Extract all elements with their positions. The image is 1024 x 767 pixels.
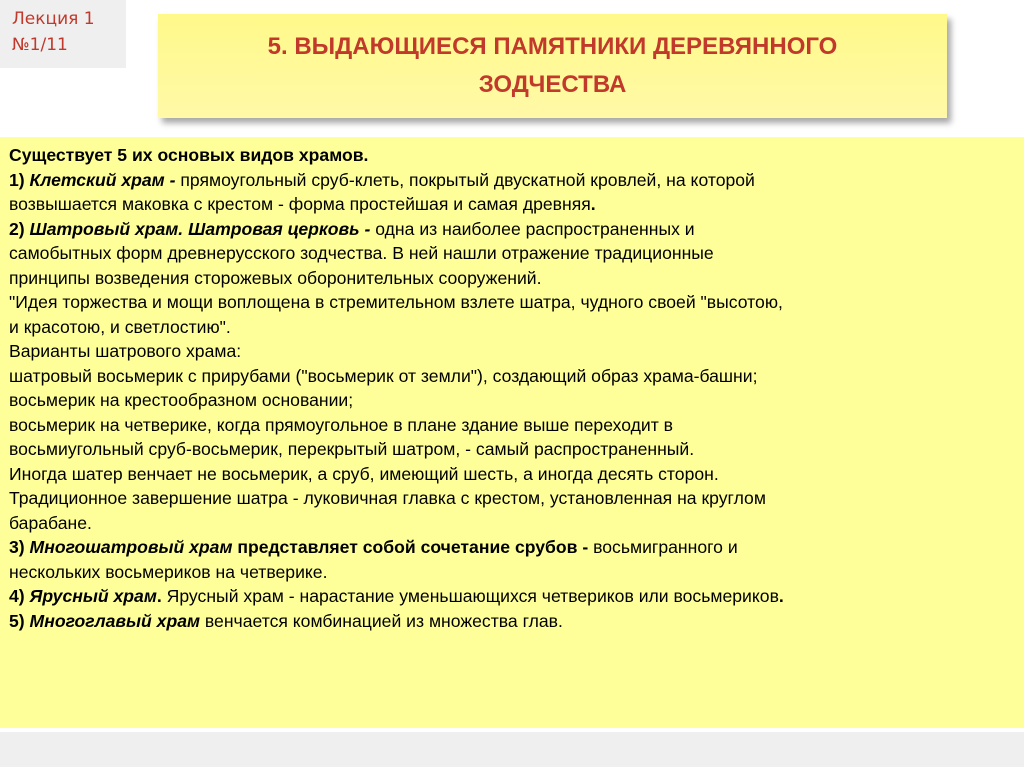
item-2-line: Традиционное завершение шатра - луковичная главка с крестом, установленная на круглом [9,488,766,508]
item-1: 1) Клетский храм - прямоугольный сруб-клеть, покрытый двускатной кровлей, на которой [9,169,755,190]
item-4: 4) Ярусный храм. Ярусный храм - нарастание уменьшающихся четвериков или восьмериков. [9,586,784,606]
lecture-badge [0,0,126,68]
intro-text: Существует 5 их основых видов храмов. [9,145,369,165]
item-5: 5) Многоглавый храм венчается комбинацией из множества глав. [9,610,563,631]
bottom-bar [0,732,1024,767]
title-box [158,14,947,118]
item-2-line: "Идея торжества и мощи воплощена в стремительном взлете шатра, чудного своей "высотою, [9,292,783,312]
item-3-line2: нескольких восьмериков на четверике. [9,561,328,582]
item-2-line: восьмерик на четверике, когда прямоугольное в плане здание выше переходит в [9,414,673,435]
item-1-line2: возвышается маковка с крестом - форма простейшая и самая древняя. [9,194,596,214]
item-2-line: восьмерик на крестообразном основании; [9,390,354,410]
item-2-line: восьмиугольный сруб-восьмерик, перекрытый шатром, - самый распространенный. [9,439,695,459]
item-2-line: Варианты шатрового храма: [9,341,242,361]
item-2-line: принципы возведения сторожевых оборонительных сооружений. [9,267,542,288]
item-2-line: барабане. [9,512,92,533]
lecture-label: Лекция 1 [12,9,95,29]
item-2-line: Иногда шатер венчает не восьмерик, а сруб, имеющий шесть, а иногда десять сторон. [9,463,719,484]
item-2-line: и красотою, и светлостию". [9,316,231,337]
slide-number: №1/11 [12,35,68,55]
item-2: 2) Шатровый храм. Шатровая церковь - одна из наиболее распространенных и [9,218,695,239]
slide-title [268,28,838,104]
item-2-line: шатровый восьмерик с прирубами ("восьмерик от земли"), создающий образ храма-башни; [9,365,758,386]
slide-title-line1: 5. ВЫДАЮЩИЕСЯ ПАМЯТНИКИ ДЕРЕВЯННОГО [267,33,838,60]
content-box [0,137,1024,728]
item-2-line: самобытных форм древнерусского зодчества. В ней нашли отражение традиционные [9,243,714,263]
slide-title-line2: ЗОДЧЕСТВА [478,71,627,98]
item-3: 3) Многошатровый храм представляет собой сочетание срубов - восьмигранного и [9,537,738,557]
